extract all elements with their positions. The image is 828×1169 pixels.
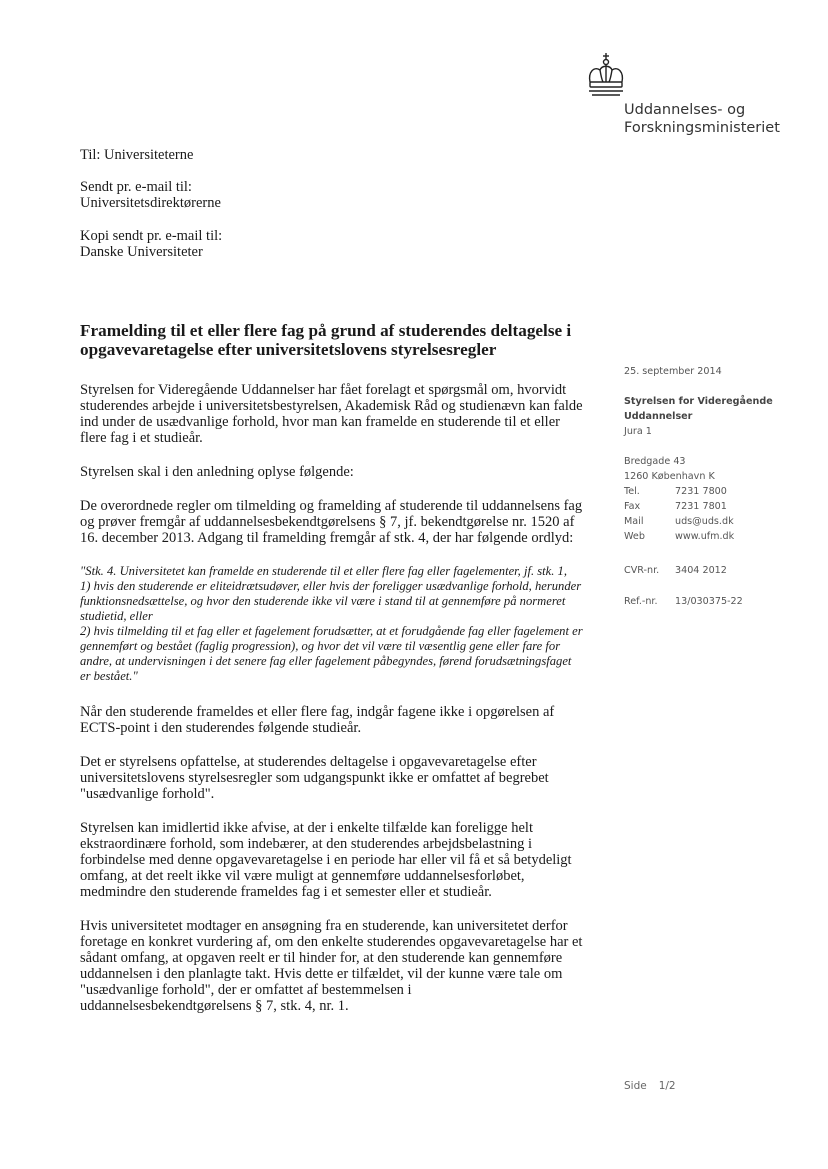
paragraph-3: De overordnede regler om tilmelding og framelding af studerende til uddannelsens fag og prøver fremgår af uddannelsesbekendtgørelsens § 7, jf. bekendtgørelse nr. 1520 af 16. december 2013. Adgang til framelding fremgår af stk. 4, der har følgende ordlyd: <box>80 498 583 546</box>
mail-label: Mail <box>624 516 644 527</box>
cvr-value: 3404 2012 <box>675 565 727 576</box>
agency-line1: Styrelsen for Videregående <box>624 396 773 407</box>
city: 1260 København K <box>624 471 715 482</box>
agency-line2: Uddannelser <box>624 411 693 422</box>
quote-line-2: 1) hvis den studerende er eliteidrætsudøver, eller hvis der foreligger usædvanlige forhold, herunder funktionsnedsættelse, og hvor den studerende ikke vil være i stand til at gennemføre på normeret studietid, eller <box>80 579 582 623</box>
sent-to: Universitetsdirektørerne <box>80 195 221 211</box>
ministry-line2: Forskningsministeriet <box>624 120 780 136</box>
ref-block <box>624 594 743 609</box>
page-num: 1/2 <box>658 1080 676 1092</box>
page-label: Side <box>624 1080 647 1092</box>
contact-block <box>624 454 734 544</box>
street: Bredgade 43 <box>624 456 686 467</box>
copy-to: Danske Universiteter <box>80 244 203 260</box>
web-row <box>624 529 734 544</box>
fax-label: Fax <box>624 501 641 512</box>
sent-block <box>80 179 221 211</box>
crown-icon <box>584 52 628 98</box>
copy-label: Kopi sendt pr. e-mail til: <box>80 228 223 244</box>
ref-label: Ref.-nr. <box>624 596 658 607</box>
ministry-line1: Uddannelses- og <box>624 102 746 118</box>
legal-quote <box>80 564 585 684</box>
ministry-name <box>624 101 780 137</box>
letter-body <box>80 382 585 1032</box>
tel-value: 7231 7800 <box>675 486 727 497</box>
cvr-block <box>624 563 727 578</box>
fax-row <box>624 499 734 514</box>
paragraph-4: Når den studerende frameldes et eller flere fag, indgår fagene ikke i opgørelsen af ECTS-point i den studerendes følgende studieår. <box>80 704 555 736</box>
fax-value: 7231 7801 <box>675 501 727 512</box>
quote-line-1: "Stk. 4. Universitetet kan framelde en studerende til et eller flere fag eller fagelementer, jf. stk. 1, <box>80 564 567 578</box>
sent-label: Sendt pr. e-mail til: <box>80 179 192 195</box>
recipient-to: Til: Universiteterne <box>80 147 194 163</box>
web-value: www.ufm.dk <box>675 531 735 542</box>
tel-label: Tel. <box>624 486 640 497</box>
paragraph-5: Det er styrelsens opfattelse, at studerendes deltagelse i opgavevaretagelse efter universitetslovens styrelsesregler som udgangspunkt ikke er omfattet af begrebet "usædvanlige forhold". <box>80 754 549 802</box>
paragraph-7: Hvis universitetet modtager en ansøgning fra en studerende, kan universitetet derfor foretage en konkret vurdering af, om den enkelte studerendes opgavevaretagelse har et sådant omfang, at opgaven reelt er til hinder for, at den studerende kan gennemføre uddannelsen i den planlagte takt. Hvis dette er tilfældet, vil der kunne være tale om "usædvanlige forhold", der er omfattet af bestemmelsen i uddannelsesbekendtgørelsens § 7, stk. 4, nr. 1. <box>80 918 583 1014</box>
mail-value: uds@uds.dk <box>675 516 734 527</box>
ref-value: 13/030375-22 <box>675 596 743 607</box>
tel-row <box>624 484 734 499</box>
paragraph-1: Styrelsen for Videregående Uddannelser har fået forelagt et spørgsmål om, hvorvidt studerendes arbejde i universitetsbestyrelsen, Akademisk Råd og studienævn kan falde ind under de usædvanlige forhold, hvor man kan framelde en studerende til et eller flere fag i et studieår. <box>80 382 583 446</box>
mail-row <box>624 514 734 529</box>
letter-date: 25. september 2014 <box>624 366 722 377</box>
sender-block <box>624 394 773 439</box>
page-number <box>624 1080 676 1092</box>
cvr-label: CVR-nr. <box>624 565 660 576</box>
quote-line-3: 2) hvis tilmelding til et fag eller et fagelement forudsætter, at et forudgående fag eller fagelement er gennemført og bestået (faglig progression), og hvor det vil være til væsentlig gene eller fare for andre, at undervisningen i det senere fag eller fagelement påbegyndes, førend forudsætningsfaget er bestået." <box>80 624 583 683</box>
web-label: Web <box>624 531 645 542</box>
paragraph-2: Styrelsen skal i den anledning oplyse følgende: <box>80 464 354 480</box>
paragraph-6: Styrelsen kan imidlertid ikke afvise, at der i enkelte tilfælde kan foreligge helt ekstraordinære forhold, som indebærer, at den studerendes arbejdsbelastning i forbindelse med denne opgavevaretagelse i en periode har eller vil få et så betydeligt omfang, at det reelt ikke vil være muligt at gennemføre uddannelsesforløbet, medmindre den studerende frameldes fag i et semester eller et studieår. <box>80 820 572 900</box>
office: Jura 1 <box>624 426 652 437</box>
letter-title: Framelding til et eller flere fag på grund af studerendes deltagelse i opgavevaretagelse efter universitetslovens styrelsesregler <box>80 321 572 359</box>
copy-block <box>80 228 222 260</box>
